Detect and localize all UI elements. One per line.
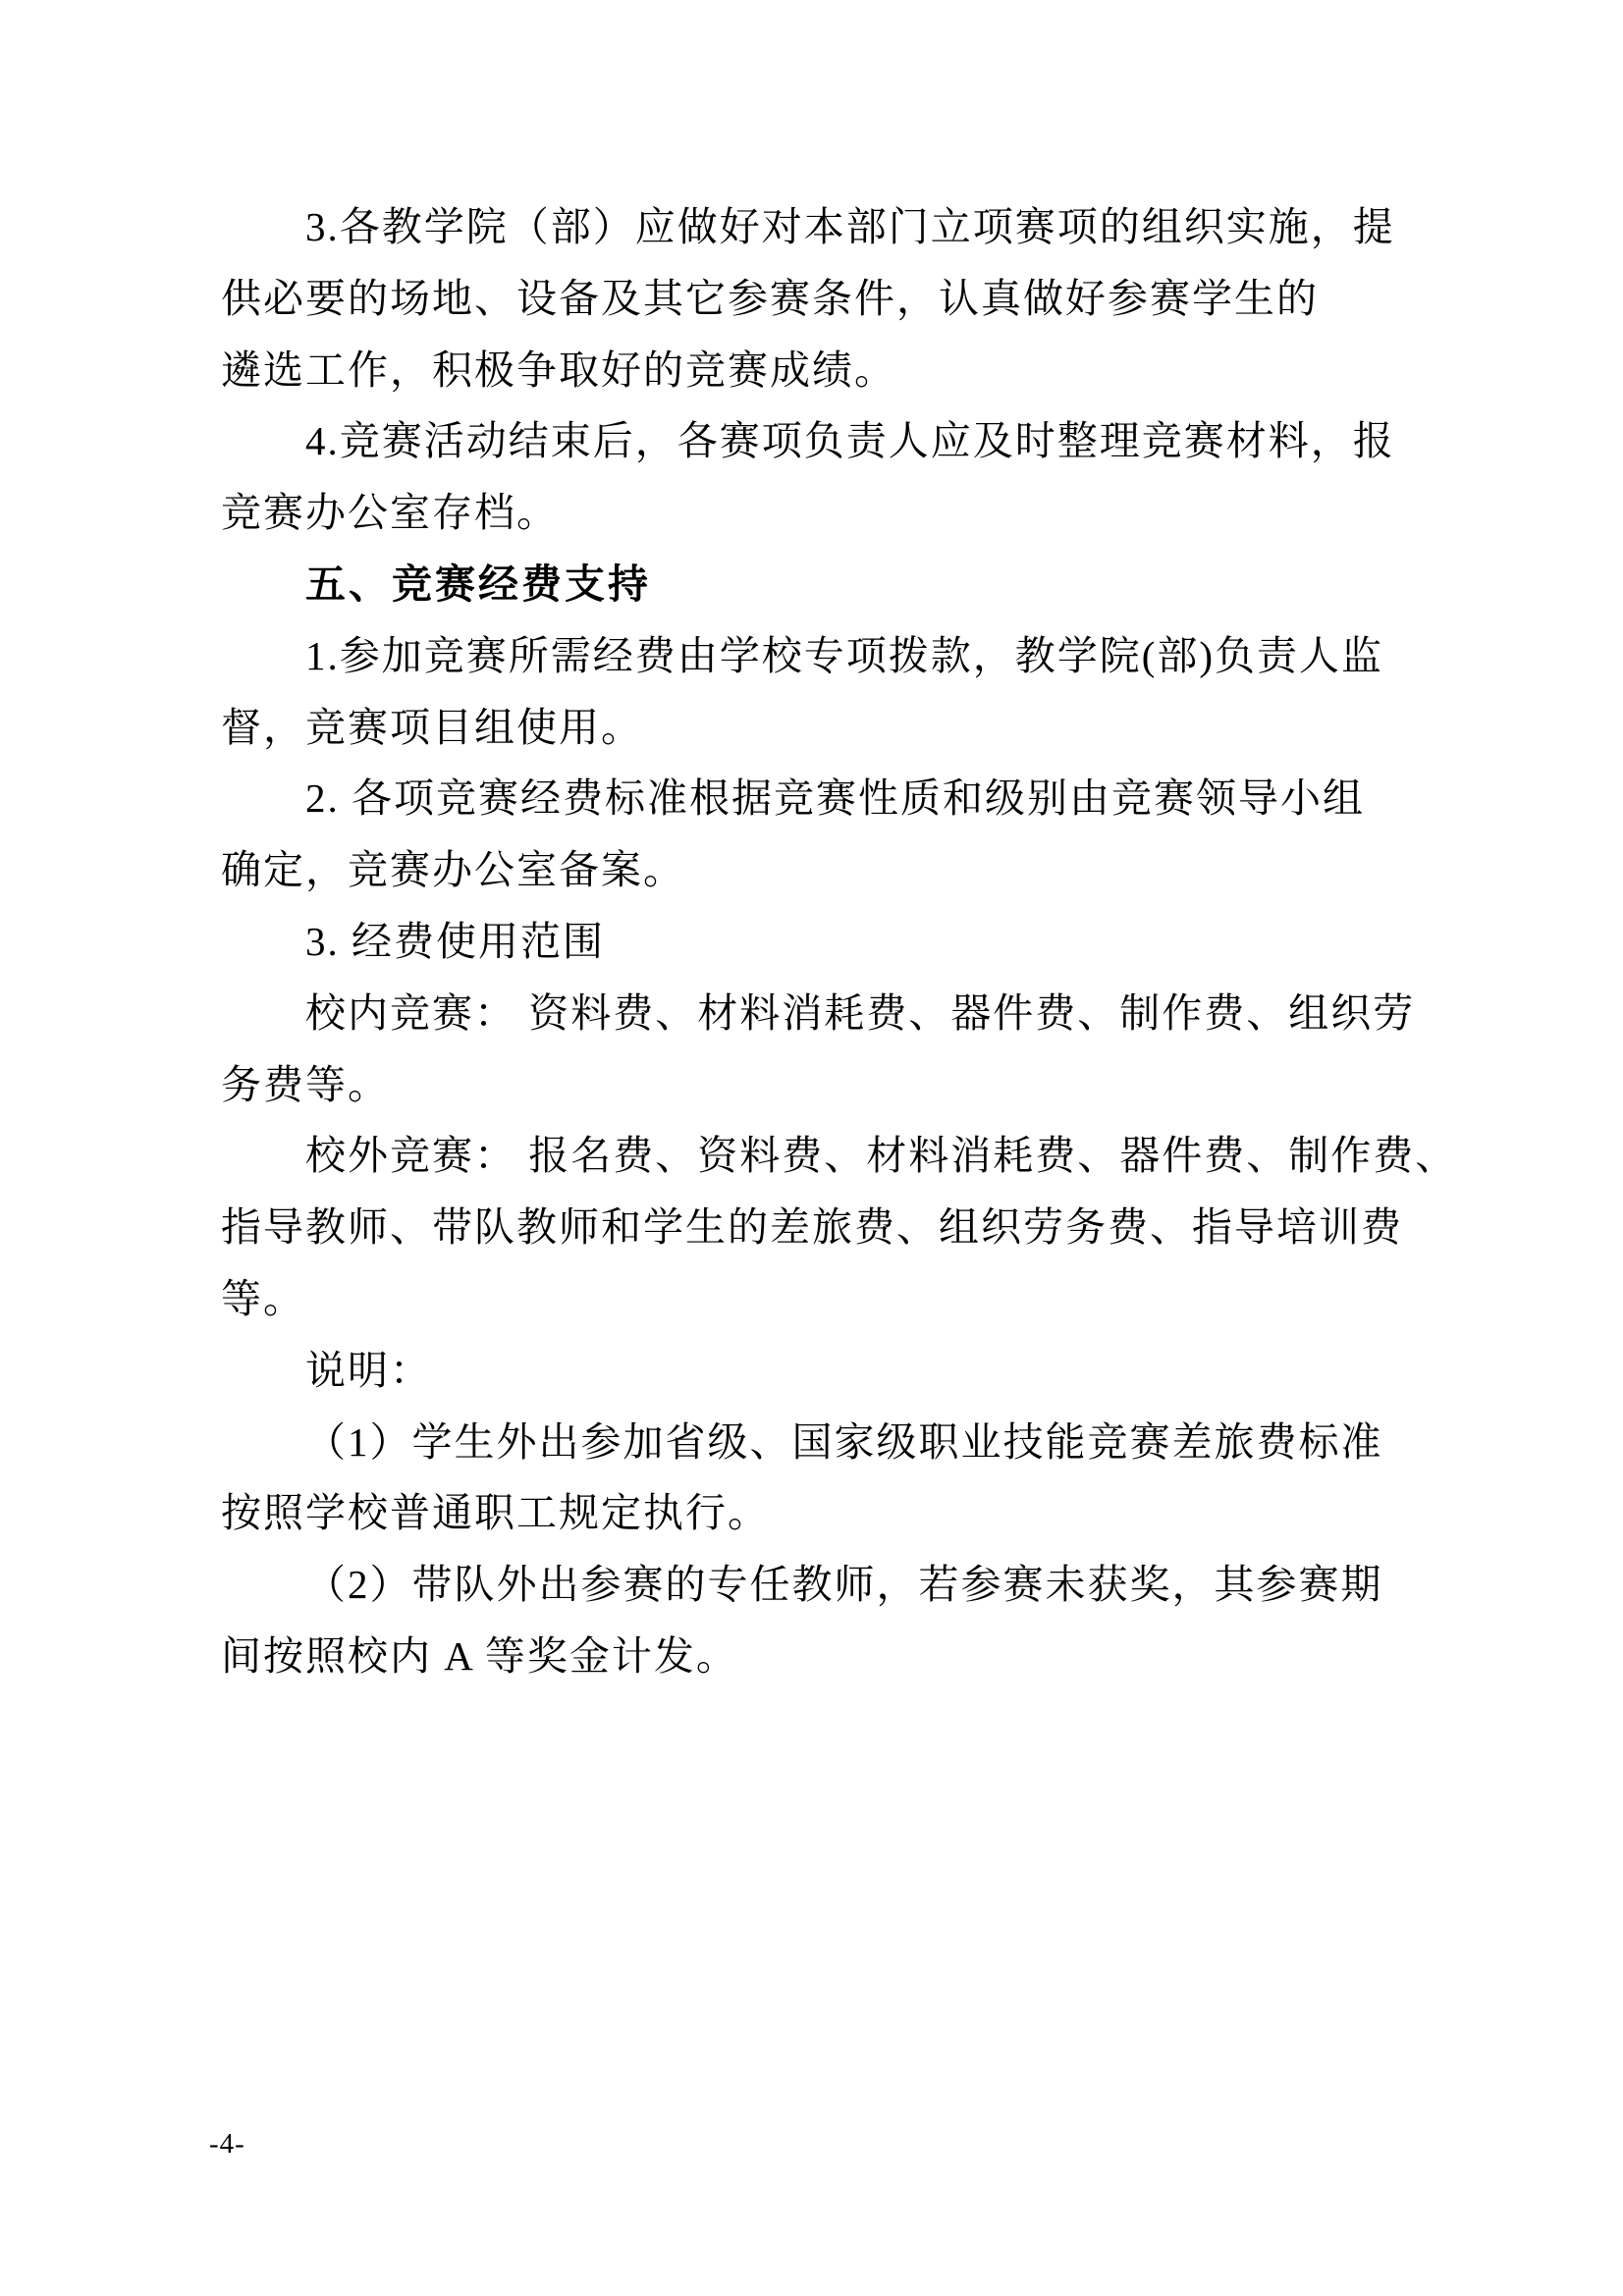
document-line: 按照学校普通职工规定执行。 (221, 1490, 770, 1536)
para-note-1 (221, 1407, 1466, 1550)
para-offcampus-fees (221, 1120, 1466, 1334)
document-line: 校外竞赛： 报名费、资料费、材料消耗费、器件费、制作费、 (305, 1133, 1458, 1179)
document-line: 指导教师、带队教师和学生的差旅费、组织劳务费、指导培训费 (221, 1204, 1403, 1251)
document-line: 3.各教学院（部）应做好对本部门立项赛项的组织实施，提 (305, 204, 1395, 249)
document-line: 竞赛办公室存档。 (221, 490, 559, 536)
document-body (221, 191, 1466, 1692)
para-funding-1 (221, 620, 1466, 764)
document-line: 确定，竞赛办公室备案。 (221, 847, 685, 893)
document-line: （2）带队外出参赛的专任教师，若参赛未获奖，其参赛期 (305, 1562, 1383, 1608)
heading-line: 五、竞赛经费支持 (305, 561, 651, 607)
para-notes-label (221, 1335, 1466, 1407)
document-line: （1）学生外出参加省级、国家级职业技能竞赛差旅费标准 (305, 1418, 1383, 1465)
document-line: 供必要的场地、设备及其它参赛条件，认真做好参赛学生的 (221, 275, 1319, 321)
document-line: 督，竞赛项目组使用。 (221, 704, 643, 750)
heading-section-5-funding (221, 549, 1466, 620)
para-item-4-archiving (221, 405, 1466, 549)
para-note-2 (221, 1549, 1466, 1692)
document-line: 说明： (305, 1347, 432, 1393)
para-funding-2 (221, 763, 1466, 906)
para-funding-3-scope (221, 906, 1466, 978)
document-line: 1.参加竞赛所需经费由学校专项拨款，教学院(部)负责人监 (305, 632, 1384, 678)
document-line: 等。 (221, 1275, 305, 1321)
page-number: -4- (209, 2128, 245, 2160)
document-line: 3. 经费使用范围 (305, 918, 605, 964)
document-line: 校内竞赛： 资料费、材料消耗费、器件费、制作费、组织劳 (305, 989, 1416, 1036)
document-line: 2. 各项竞赛经费标准根据竞赛性质和级别由竞赛领导小组 (305, 775, 1365, 822)
para-oncampus-fees (221, 978, 1466, 1121)
document-line: 4.竞赛活动结束后，各赛项负责人应及时整理竞赛材料，报 (305, 418, 1395, 464)
para-item-3-implementation (221, 191, 1466, 405)
document-line: 遴选工作，积极争取好的竞赛成绩。 (221, 347, 896, 393)
document-line: 务费等。 (221, 1061, 390, 1107)
document-line: 间按照校内 A 等奖金计发。 (221, 1632, 738, 1679)
